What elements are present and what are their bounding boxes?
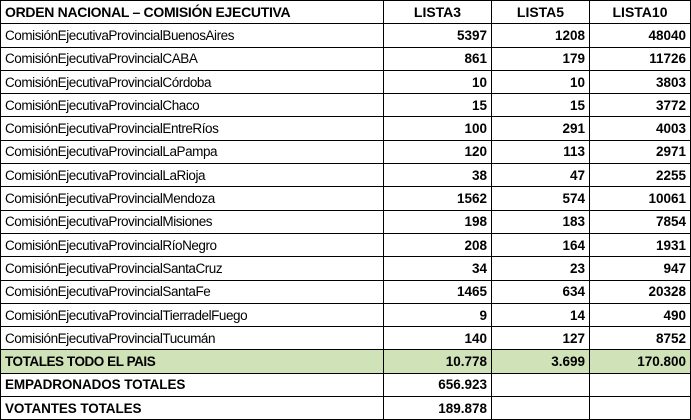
province-name: ComisiónEjecutivaProvincialLaPampa xyxy=(1,140,384,163)
lista5-value: 634 xyxy=(492,280,590,303)
province-name: ComisiónEjecutivaProvincialMisiones xyxy=(1,210,384,233)
table-row xyxy=(1,327,691,350)
lista3-value: 861 xyxy=(384,47,492,70)
table-row xyxy=(1,164,691,187)
total-lista5: 3.699 xyxy=(492,350,590,373)
lista3-value: 15 xyxy=(384,94,492,117)
lista10-value: 4003 xyxy=(590,117,691,140)
province-name: ComisiónEjecutivaProvincialSantaCruz xyxy=(1,257,384,280)
lista10-value: 11726 xyxy=(590,47,691,70)
lista10-value: 2971 xyxy=(590,140,691,163)
lista3-value: 1562 xyxy=(384,187,492,210)
totals-label: TOTALES TODO EL PAIS xyxy=(1,350,384,373)
lista10-value: 7854 xyxy=(590,210,691,233)
table-row xyxy=(1,233,691,256)
empadronados-value: 656.923 xyxy=(384,373,492,396)
header-lista10: LISTA10 xyxy=(590,1,691,24)
province-name: ComisiónEjecutivaProvincialMendoza xyxy=(1,187,384,210)
province-name: ComisiónEjecutivaProvincialSantaFe xyxy=(1,280,384,303)
lista3-value: 100 xyxy=(384,117,492,140)
lista10-value: 48040 xyxy=(590,24,691,47)
lista10-value: 10061 xyxy=(590,187,691,210)
province-name: ComisiónEjecutivaProvincialChaco xyxy=(1,94,384,117)
empadronados-row xyxy=(1,373,691,396)
lista5-value: 179 xyxy=(492,47,590,70)
votantes-row xyxy=(1,397,691,420)
lista10-value: 1931 xyxy=(590,233,691,256)
lista10-value: 947 xyxy=(590,257,691,280)
table-row xyxy=(1,257,691,280)
table-row xyxy=(1,47,691,70)
lista5-value: 14 xyxy=(492,303,590,326)
lista3-value: 9 xyxy=(384,303,492,326)
lista5-value: 10 xyxy=(492,70,590,93)
lista10-value: 490 xyxy=(590,303,691,326)
lista5-value: 47 xyxy=(492,164,590,187)
header-lista3: LISTA3 xyxy=(384,1,492,24)
lista10-value: 20328 xyxy=(590,280,691,303)
lista3-value: 10 xyxy=(384,70,492,93)
province-name: ComisiónEjecutivaProvincialCórdoba xyxy=(1,70,384,93)
header-lista5: LISTA5 xyxy=(492,1,590,24)
empadronados-label: EMPADRONADOS TOTALES xyxy=(1,373,384,396)
header-row xyxy=(1,1,691,24)
lista3-value: 198 xyxy=(384,210,492,233)
province-name: ComisiónEjecutivaProvincialTucumán xyxy=(1,327,384,350)
lista3-value: 34 xyxy=(384,257,492,280)
lista5-value: 113 xyxy=(492,140,590,163)
header-title: ORDEN NACIONAL – COMISIÓN EJECUTIVA xyxy=(1,1,384,24)
lista10-value: 8752 xyxy=(590,327,691,350)
province-name: ComisiónEjecutivaProvincialLaRioja xyxy=(1,164,384,187)
table-row xyxy=(1,280,691,303)
lista5-value: 1208 xyxy=(492,24,590,47)
total-lista10: 170.800 xyxy=(590,350,691,373)
lista3-value: 5397 xyxy=(384,24,492,47)
lista3-value: 208 xyxy=(384,233,492,256)
totals-row xyxy=(1,350,691,373)
lista5-value: 574 xyxy=(492,187,590,210)
lista5-value: 291 xyxy=(492,117,590,140)
table-row xyxy=(1,187,691,210)
table-row xyxy=(1,24,691,47)
lista10-value: 3772 xyxy=(590,94,691,117)
lista5-value: 127 xyxy=(492,327,590,350)
empty-cell xyxy=(492,373,590,396)
empty-cell xyxy=(590,397,691,420)
empty-cell xyxy=(492,397,590,420)
lista5-value: 183 xyxy=(492,210,590,233)
table-row xyxy=(1,303,691,326)
total-lista3: 10.778 xyxy=(384,350,492,373)
table-row xyxy=(1,94,691,117)
votantes-value: 189.878 xyxy=(384,397,492,420)
lista3-value: 140 xyxy=(384,327,492,350)
table-row xyxy=(1,117,691,140)
table-row xyxy=(1,70,691,93)
lista10-value: 2255 xyxy=(590,164,691,187)
empty-cell xyxy=(590,373,691,396)
lista3-value: 38 xyxy=(384,164,492,187)
lista5-value: 15 xyxy=(492,94,590,117)
province-name: ComisiónEjecutivaProvincialBuenosAires xyxy=(1,24,384,47)
lista3-value: 1465 xyxy=(384,280,492,303)
province-name: ComisiónEjecutivaProvincialRíoNegro xyxy=(1,233,384,256)
lista3-value: 120 xyxy=(384,140,492,163)
lista10-value: 3803 xyxy=(590,70,691,93)
votantes-label: VOTANTES TOTALES xyxy=(1,397,384,420)
table-row xyxy=(1,210,691,233)
province-name: ComisiónEjecutivaProvincialCABA xyxy=(1,47,384,70)
lista5-value: 23 xyxy=(492,257,590,280)
province-name: ComisiónEjecutivaProvincialEntreRíos xyxy=(1,117,384,140)
province-name: ComisiónEjecutivaProvincialTierradelFuego xyxy=(1,303,384,326)
table-row xyxy=(1,140,691,163)
lista5-value: 164 xyxy=(492,233,590,256)
